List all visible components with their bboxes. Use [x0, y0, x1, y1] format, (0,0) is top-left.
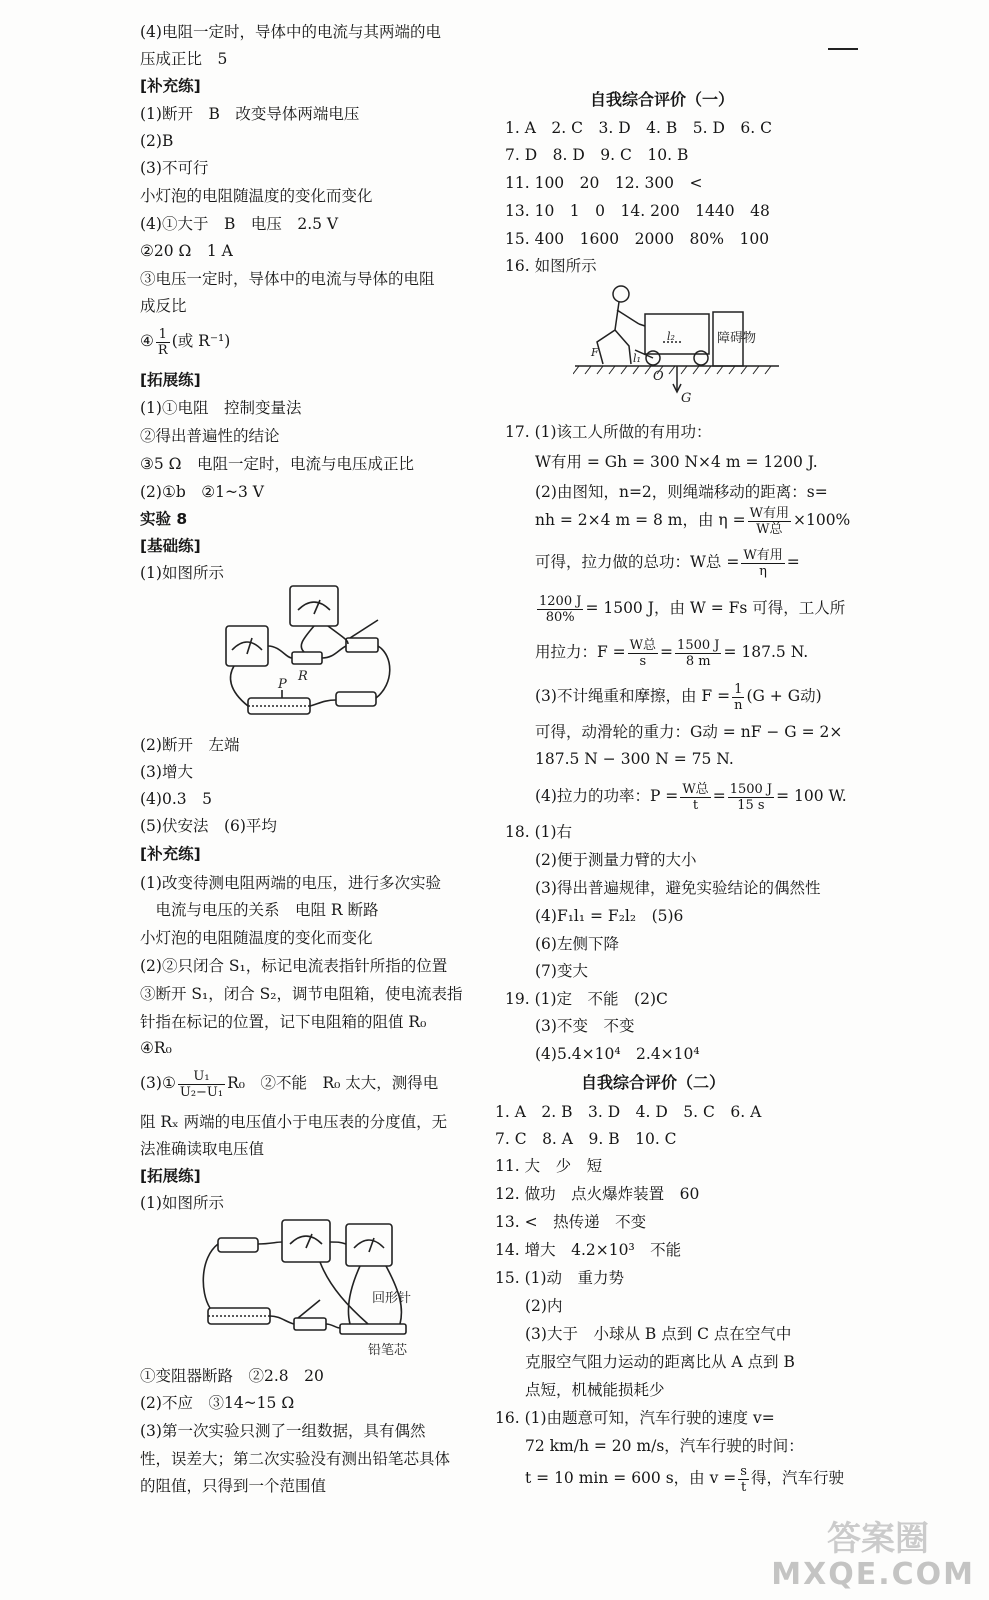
answer-line: 13. 10 1 0 14. 200 1440 48 — [505, 202, 770, 220]
cart-icon — [645, 314, 709, 354]
text-line: 性，误差大；第二次实验没有测出铅笔芯具体 — [140, 1450, 451, 1468]
text-line: 阻 Rₓ 两端的电压值小于电压表的分度值，无 — [140, 1113, 448, 1131]
text-line: ③电压一定时，导体中的电流与导体的电阻 — [140, 270, 435, 288]
answer-line: 18. (1)右 — [505, 823, 573, 841]
answer-line: 1. A 2. C 3. D 4. B 5. D 6. C — [505, 119, 772, 137]
text-line: ③断开 S₁，闭合 S₂，调节电阻箱，使电流表指 — [140, 985, 463, 1003]
text-line: ②得出普遍性的结论 — [140, 427, 280, 445]
text-line: (4)0.3 5 — [140, 790, 212, 808]
fraction: $\frac{1}{R}$ — [157, 326, 168, 358]
section-heading: [基础练] — [140, 537, 201, 555]
formula-line: (3)不计绳重和摩擦，由 F = $\frac{1}{n}$ (G + G动) — [535, 681, 822, 713]
answer-line: (7)变大 — [535, 962, 588, 980]
pivot-label: O — [653, 369, 664, 384]
answer-line: 72 km/h = 20 m/s，汽车行驶的时间： — [525, 1437, 804, 1455]
battery-icon — [218, 1238, 258, 1252]
worker-head-icon — [613, 286, 629, 302]
arm-l1-label: l₁ — [633, 352, 641, 365]
gravity-label: G — [681, 391, 692, 406]
answer-line: 12. 做功 点火爆炸装置 60 — [495, 1185, 700, 1203]
answer-line: 7. C 8. A 9. B 10. C — [495, 1130, 677, 1148]
answer-line: (6)左侧下降 — [535, 935, 619, 953]
formula-line: t = 10 min = 600 s，由 v = $\frac{s}{t}$ 得，汽车行驶 — [525, 1463, 844, 1495]
answer-line: 点短，机械能损耗少 — [525, 1381, 665, 1399]
text-line: (1)断开 B 改变导体两端电压 — [140, 105, 360, 123]
fraction: $\frac{s}{t}$ — [740, 1463, 747, 1495]
answer-line: 14. 增大 4.2×10³ 不能 — [495, 1241, 682, 1259]
lever-figure — [573, 280, 783, 408]
force-label: F — [591, 346, 599, 359]
arm-l2-label: l₂ — [667, 330, 675, 343]
fraction: $\frac{1500 J}{15 s}$ — [729, 781, 773, 813]
formula-line: ④ $\frac{1}{R}$ (或 R⁻¹) — [140, 326, 231, 358]
answer-line: 15. 400 1600 2000 80% 100 — [505, 230, 770, 248]
ammeter-icon — [226, 626, 268, 666]
answer-line: 7. D 8. D 9. C 10. B — [505, 146, 689, 164]
answer-line: 17. (1)该工人所做的有用功： — [505, 423, 712, 441]
pencil-lead-icon — [340, 1324, 406, 1334]
text-line: (4)电阻一定时，导体中的电流与其两端的电 — [140, 23, 441, 41]
answer-line: 1. A 2. B 3. D 4. D 5. C 6. A — [495, 1103, 762, 1121]
section-heading: [拓展练] — [140, 1167, 201, 1185]
formula-line: (3)① $\frac{\text{U₁}}{\text{U₂−U₁}}$ R₀ ②不能 R₀ 太大，测得电 — [140, 1068, 439, 1100]
section-heading: 实验 8 — [140, 510, 188, 528]
fraction: $\frac{1500 J}{8 m}$ — [677, 637, 720, 669]
answer-line: 187.5 N − 300 N = 75 N. — [535, 750, 734, 768]
text-line: (2)B — [140, 132, 174, 150]
text-line: (3)第一次实验只测了一组数据，具有偶然 — [140, 1422, 426, 1440]
paper-clip-label: 回形针 — [372, 1291, 412, 1306]
switch-icon — [346, 638, 378, 652]
answer-line: (3)得出普遍规律，避免实验结论的偶然性 — [535, 879, 821, 897]
answer-line: 16. 如图所示 — [505, 257, 597, 275]
answer-line: (4)5.4×10⁴ 2.4×10⁴ — [535, 1045, 700, 1063]
text-line: (4)①大于 B 电压 2.5 V — [140, 215, 339, 233]
watermark-logo: 答案圈 — [827, 1519, 929, 1559]
text-line: ②20 Ω 1 A — [140, 242, 233, 260]
text-line: ④R₀ — [140, 1039, 172, 1057]
text-line: (3)不可行 — [140, 159, 209, 177]
fraction: $\frac{\text{W有用}}{\eta}$ — [743, 547, 783, 579]
answer-line: (2)便于测量力臂的大小 — [535, 851, 697, 869]
resistor-icon — [292, 652, 322, 664]
text-line: 的阻值，只得到一个范围值 — [140, 1477, 327, 1495]
text-line: 小灯泡的电阻随温度的变化而变化 — [140, 929, 373, 947]
text-line: 法准确读取电压值 — [140, 1140, 265, 1158]
section-heading: [补充练] — [140, 845, 201, 863]
text-line: (2)断开 左端 — [140, 736, 240, 754]
obstacle-label: 障碍物 — [717, 331, 757, 346]
text-line: (1)①电阻 控制变量法 — [140, 399, 302, 417]
watermark-text: MXQE.COM — [771, 1557, 975, 1592]
section-heading: [补充练] — [140, 77, 201, 95]
section-heading: [拓展练] — [140, 371, 201, 389]
circuit-diagram-2 — [200, 1212, 460, 1362]
fraction: $\frac{\text{W总}}{t}$ — [682, 781, 709, 813]
text-line: ①变阻器断路 ②2.8 20 — [140, 1367, 324, 1385]
answer-line: 11. 大 少 短 — [495, 1157, 603, 1175]
battery-icon — [336, 692, 376, 706]
ammeter-icon — [282, 1220, 330, 1262]
text-line: 电流与电压的关系 电阻 R 断路 — [140, 901, 379, 919]
formula-line: 用拉力：F = $\frac{\text{W总}}{s}$ = $\frac{1500 J}{8 m}$ = 187.5 N. — [535, 637, 809, 669]
answer-line: (2)由图知，n=2，则绳端移动的距离：s= — [535, 483, 828, 501]
top-rule — [828, 48, 858, 50]
voltmeter-icon — [290, 586, 338, 626]
resistor-label: R — [298, 669, 308, 684]
text-line: ③5 Ω 电阻一定时，电流与电压成正比 — [140, 455, 415, 473]
answer-line: 15. (1)动 重力势 — [495, 1269, 625, 1287]
text-line: (3)增大 — [140, 763, 193, 781]
text-line: 压成正比 5 — [140, 50, 228, 68]
section-title: 自我综合评价（一） — [590, 90, 735, 109]
answer-line: 19. (1)定 不能 (2)C — [505, 990, 668, 1008]
text-line: (2)不应 ③14~15 Ω — [140, 1394, 295, 1412]
formula-line: nh = 2×4 m = 8 m，由 η = $\frac{\text{W有用}}{\text{W总}}$ ×100% — [535, 505, 851, 537]
formula-line: (4)拉力的功率：P = $\frac{\text{W总}}{t}$ = $\frac{1500 J}{15 s}$ = 100 W. — [535, 781, 847, 813]
answer-line: 13. < 热传递 不变 — [495, 1213, 647, 1231]
answer-line: W有用 = Gh = 300 N×4 m = 1200 J. — [535, 453, 818, 471]
answer-line: 11. 100 20 12. 300 < — [505, 174, 703, 192]
switch-icon — [294, 1318, 326, 1330]
pencil-lead-label: 铅笔芯 — [368, 1343, 408, 1358]
text-line: (1)如图所示 — [140, 564, 224, 582]
text-line: 成反比 — [140, 297, 187, 315]
circuit-diagram-1 — [218, 580, 468, 730]
fraction: $\frac{\text{U₁}}{\text{U₂−U₁}}$ — [179, 1068, 224, 1100]
fraction: $\frac{\text{W有用}}{\text{W总}}$ — [749, 505, 789, 537]
slider-label: P — [278, 677, 287, 692]
text-line: (5)伏安法 (6)平均 — [140, 817, 277, 835]
text-line: (1)如图所示 — [140, 1194, 224, 1212]
voltmeter-icon — [346, 1224, 392, 1266]
text-line: (2)①b ②1~3 V — [140, 483, 265, 501]
section-title: 自我综合评价（二） — [581, 1073, 726, 1092]
text-line: 小灯泡的电阻随温度的变化而变化 — [140, 187, 373, 205]
answer-line: 克服空气阻力运动的距离比从 A 点到 B — [525, 1353, 795, 1371]
answer-line: 可得，动滑轮的重力：G动 = nF − G = 2× — [535, 723, 843, 741]
answer-line: 16. (1)由题意可知，汽车行驶的速度 v= — [495, 1409, 775, 1427]
fraction: $\frac{1}{n}$ — [734, 681, 743, 713]
text-line: (1)改变待测电阻两端的电压，进行多次实验 — [140, 874, 441, 892]
text-line: (2)②只闭合 S₁，标记电流表指针所指的位置 — [140, 957, 448, 975]
formula-line: $\frac{1200 J}{80\%}$ = 1500 J，由 W = Fs 可得，工人所 — [539, 593, 846, 625]
answer-line: (3)不变 不变 — [535, 1017, 635, 1035]
text-line: 针指在标记的位置，记下电阻箱的阻值 R₀ — [140, 1013, 427, 1031]
answer-line: (4)F₁l₁ = F₂l₂ (5)6 — [535, 907, 684, 925]
fraction: $\frac{1200 J}{80\%}$ — [539, 593, 582, 625]
answer-line: (3)大于 小球从 B 点到 C 点在空气中 — [525, 1325, 792, 1343]
answer-line: (2)内 — [525, 1297, 563, 1315]
formula-line: 可得，拉力做的总功：W总 = $\frac{\text{W有用}}{\eta}$ = — [535, 547, 800, 579]
fraction: $\frac{\text{W总}}{s}$ — [629, 637, 657, 669]
